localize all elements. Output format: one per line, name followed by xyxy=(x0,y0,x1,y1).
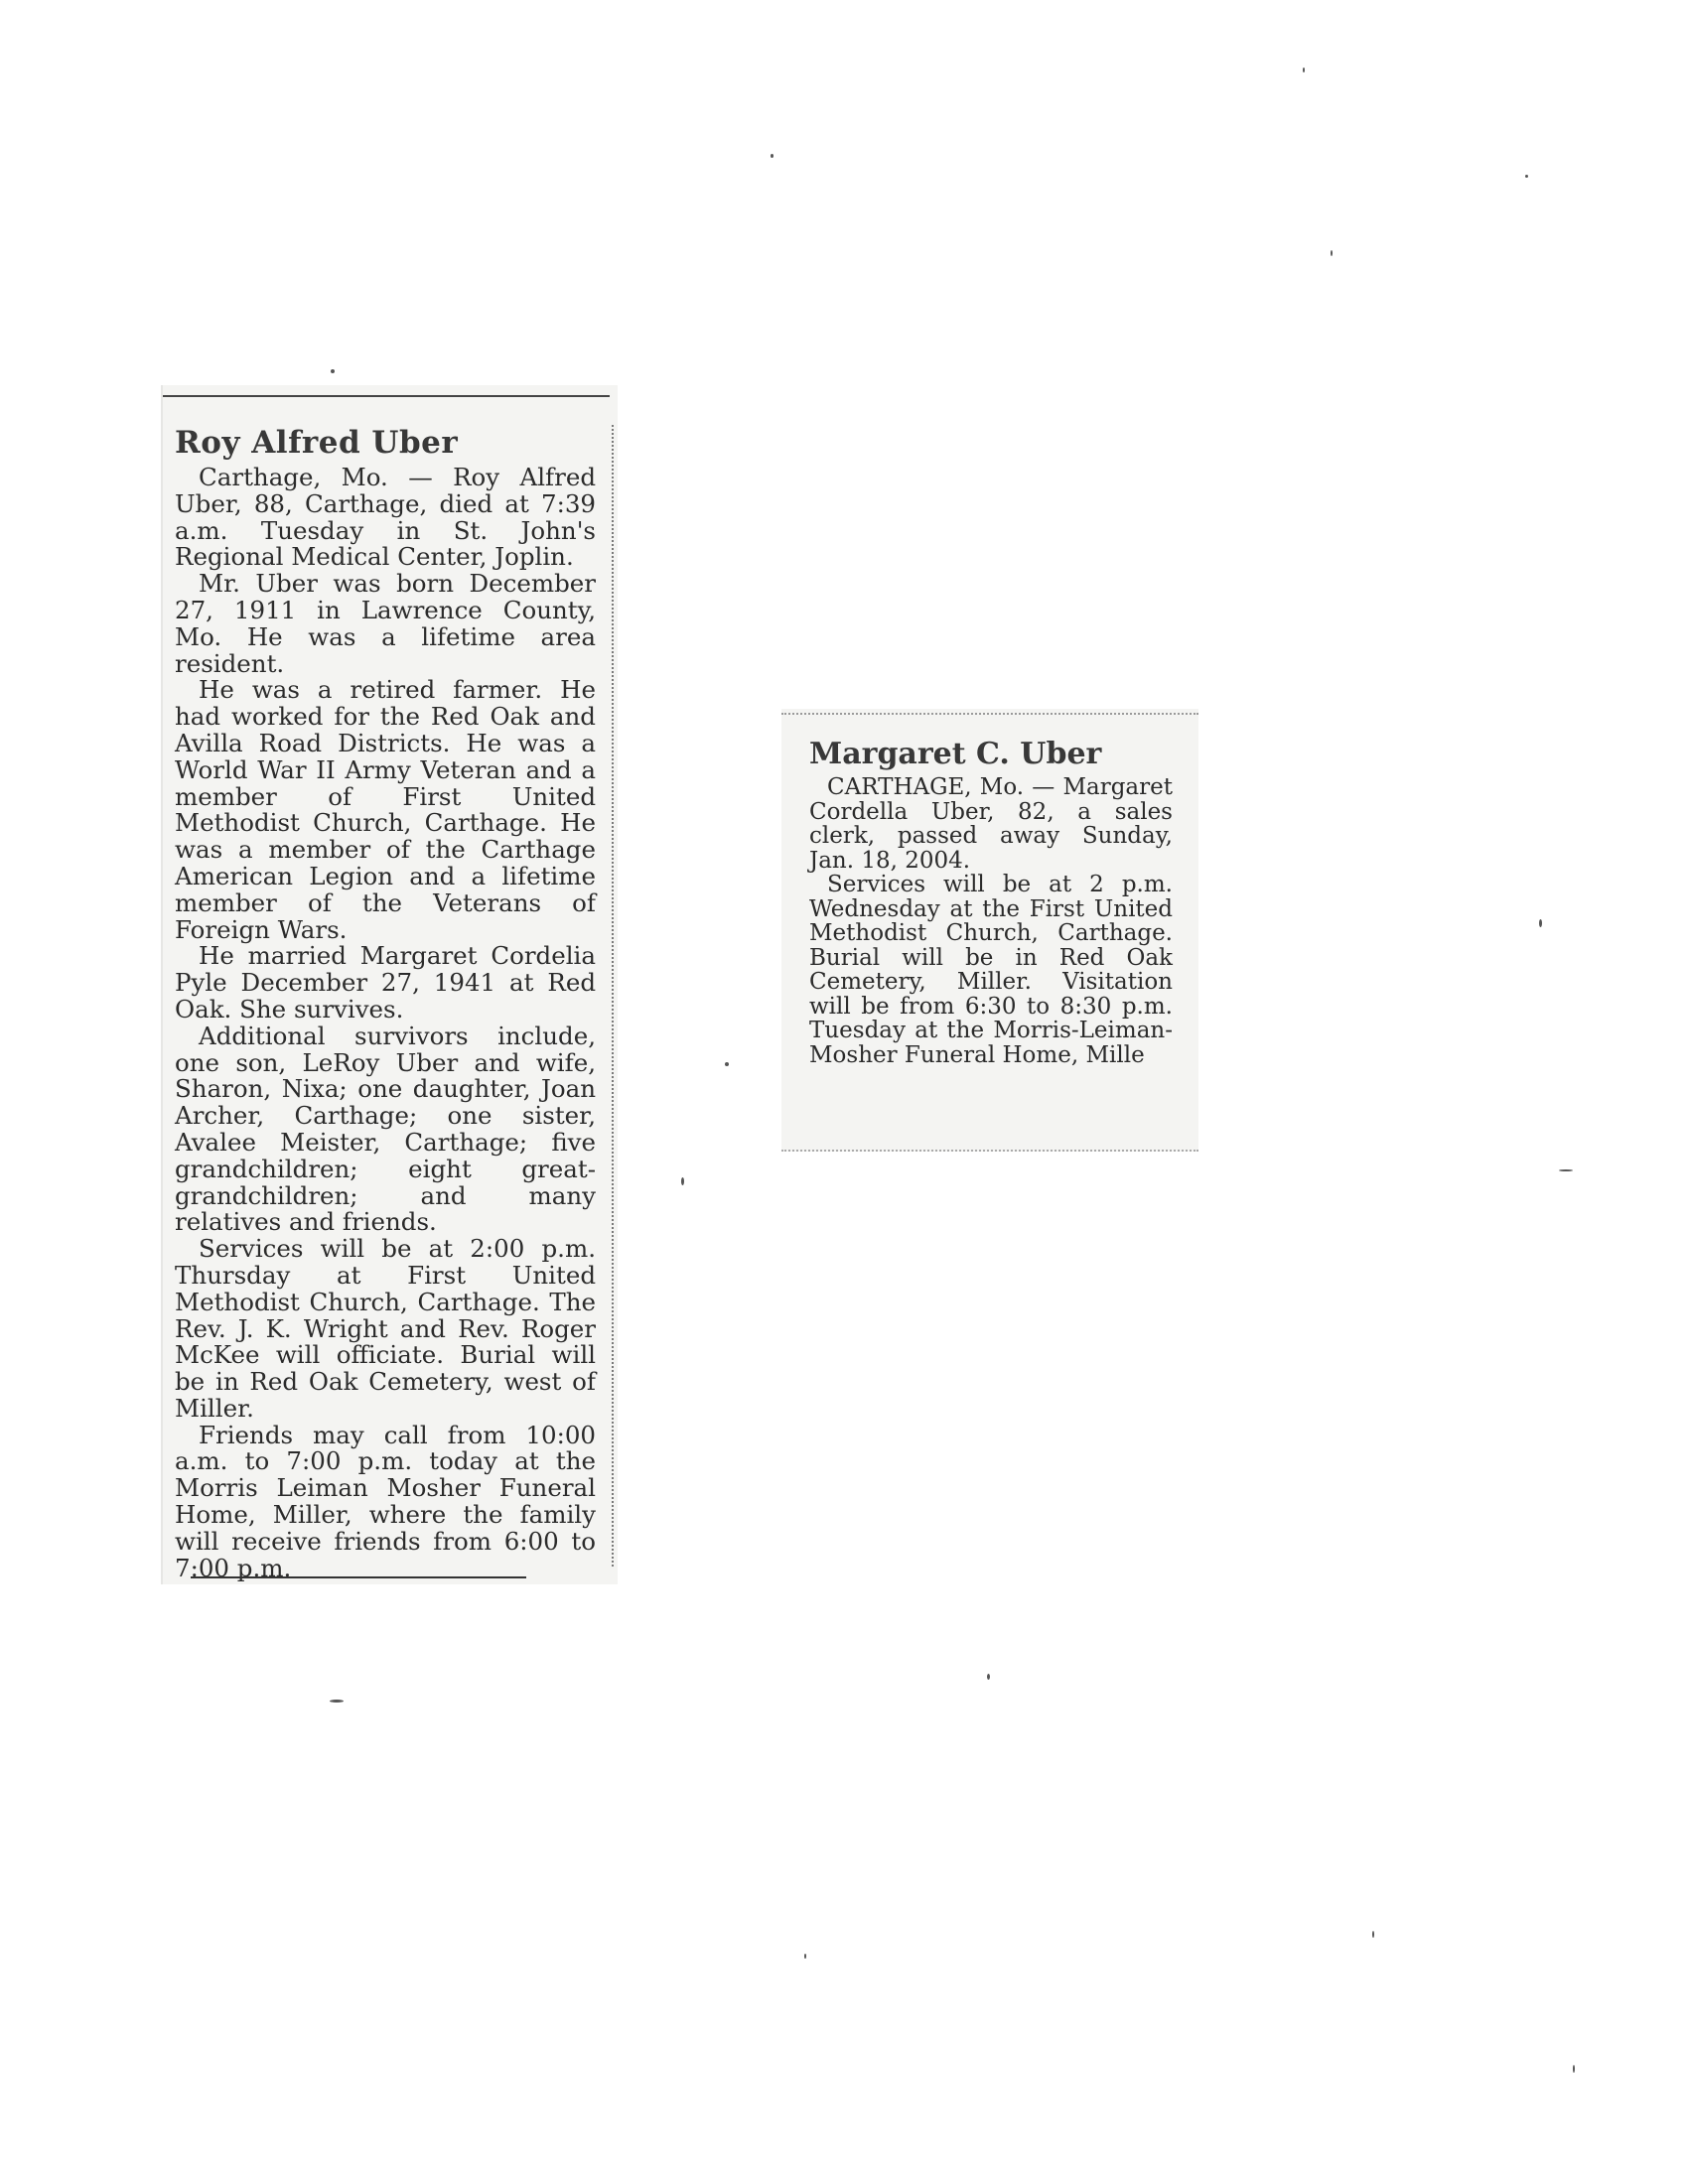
scan-speck xyxy=(987,1674,990,1680)
obituary-paragraph: Carthage, Mo. — Roy Alfred Uber, 88, Carthage, died at 7:39 a.m. Tuesday in St. John's Regional Medical Center, Joplin. xyxy=(175,463,596,572)
obituary-paragraph: Mr. Uber was born December 27, 1911 in Lawrence County, Mo. He was a lifetime area resident. xyxy=(175,569,596,678)
scan-speck xyxy=(1559,1169,1573,1171)
scan-speck xyxy=(804,1954,806,1959)
obituary-title: Roy Alfred Uber xyxy=(175,425,459,461)
scan-speck xyxy=(1573,2065,1575,2073)
scan-speck xyxy=(331,369,335,373)
obituary-paragraph: CARTHAGE, Mo. — Margaret Cordella Uber, 82, a sales clerk, passed away Sunday, Jan. 18, 2004. xyxy=(809,774,1173,874)
scan-speck xyxy=(1539,919,1542,927)
obituary-paragraph: Services will be at 2:00 p.m. Thursday at First United Methodist Church, Carthage. The Rev. J. K. Wright and Rev. Roger McKee will officiate. Burial will be in Red Oak Cemetery, west of Miller. xyxy=(175,1234,596,1423)
bottom-rule xyxy=(781,1150,1198,1152)
scan-speck xyxy=(1331,250,1333,256)
obituary-clipping-margaret xyxy=(781,709,1198,1152)
scan-speck xyxy=(330,1700,344,1703)
scan-speck xyxy=(771,154,774,158)
obituary-title: Margaret C. Uber xyxy=(809,737,1102,771)
obituary-paragraph: He married Margaret Cordelia Pyle December 27, 1941 at Red Oak. She survives. xyxy=(175,941,596,1024)
scan-speck xyxy=(725,1062,729,1066)
scan-speck xyxy=(1372,1931,1374,1938)
scan-speck xyxy=(1303,68,1305,72)
obituary-paragraph: Friends may call from 10:00 a.m. to 7:00 p.m. today at the Morris Leiman Mosher Funeral Home, Miller, where the family will receive friends from 6:00 to 7:00 p.m. xyxy=(175,1420,596,1582)
top-rule xyxy=(781,713,1198,715)
obituary-clipping-roy xyxy=(161,385,618,1584)
scan-speck xyxy=(681,1177,684,1185)
bottom-rule xyxy=(191,1576,526,1578)
scan-speck xyxy=(1525,175,1528,178)
top-rule xyxy=(163,395,610,397)
obituary-paragraph: Services will be at 2 p.m. Wednesday at the First United Methodist Church, Carthage. Burial will be in Red Oak Cemetery, Miller. Visitation will be from 6:30 to 8:30 p.m. Tuesday at the Morris-Leiman-Mosher Funeral Home, Mille xyxy=(809,872,1173,1068)
adjacent-column-edge xyxy=(602,425,614,1567)
obituary-paragraph: He was a retired farmer. He had worked for the Red Oak and Avilla Road Districts. He was a World War II Army Veteran and a member of First United Methodist Church, Carthage. He was a member of the Carthage American Legion and a lifetime member of the Veterans of Foreign Wars. xyxy=(175,675,596,944)
obituary-paragraph: Additional survivors include, one son, LeRoy Uber and wife, Sharon, Nixa; one daughter, Joan Archer, Carthage; one sister, Avalee Meister, Carthage; five grandchildren; eight great-grandchildren; and many relatives and friends. xyxy=(175,1021,596,1237)
